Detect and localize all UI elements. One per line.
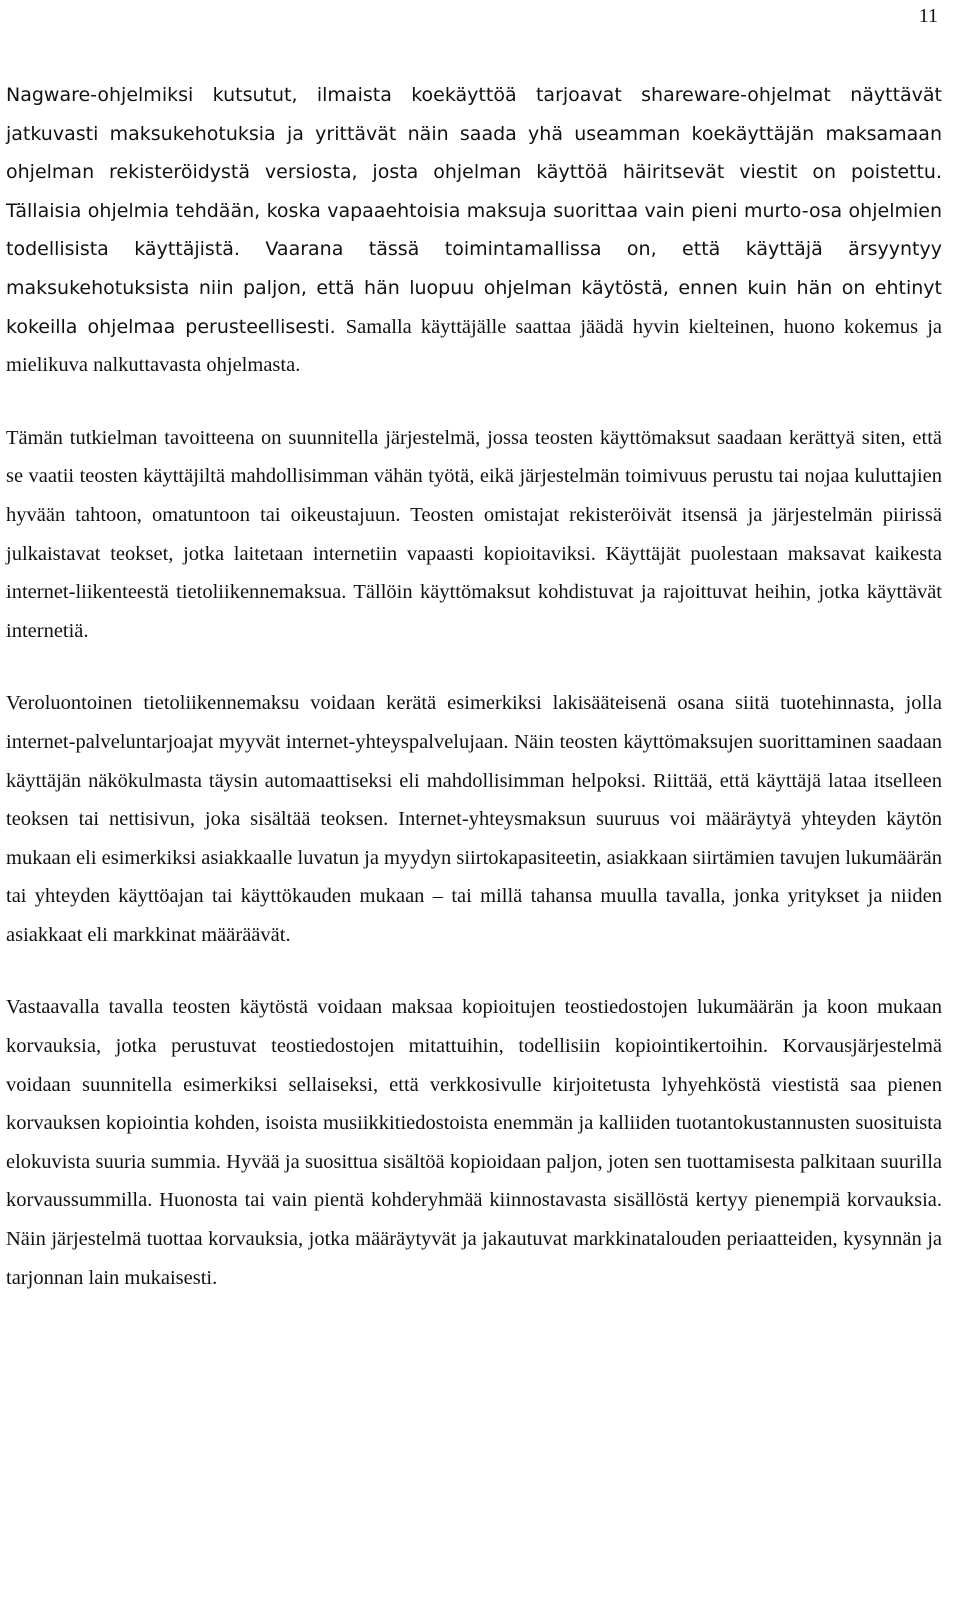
paragraph-2-text: Tämän tutkielman tavoitteena on suunnitella järjestelmä, jossa teosten käyttömaksut saadaan kerättyä siten, että se vaatii teosten käyttäjiltä mahdollisimman vähän työtä, eikä järjestelmän toimivuus perustu tai nojaa kuluttajien hyvään tahtoon, omatuntoon tai oikeustajuun. Teosten omistajat rekisteröivät itsensä ja järjestelmän piirissä julkaistavat teokset, jotka laitetaan internetiin vapaasti kopioitaviksi. Käyttäjät puolestaan maksavat kaikesta internet-liikenteestä tietoliikennemaksua. Tällöin käyttömaksut kohdistuvat ja rajoittuvat heihin, jotka käyttävät internetiä. [6, 426, 942, 642]
paragraph-3 [6, 684, 942, 954]
paragraph-1-text-c: Samalla käyttäjälle saattaa jäädä hyvin kielteinen, huono kokemus ja mielikuva nalkuttavasta ohjelmasta. [6, 315, 942, 377]
paragraph-2 [6, 419, 942, 651]
paragraph-4 [6, 988, 942, 1297]
paragraph-4-text: Vastaavalla tavalla teosten käytöstä voidaan maksaa kopioitujen teostiedostojen lukumäärän ja koon mukaan korvauksia, jotka perustuvat teostiedostojen mitattuihin, todellisiin kopiointikertoihin. Korvausjärjestelmä voidaan suunnitella esimerkiksi sellaiseksi, että verkkosivulle kirjoitetusta lyhyehköstä viestistä saa pienen korvauksen kopiointia kohden, isoista musiikkitiedostoista enemmän ja kalliiden tuotantokustannusten suosituista elokuvista suuria summia. Hyvää ja suosittua sisältöä kopioidaan paljon, joten sen tuottamisesta palkitaan suurilla korvaussummilla. Huonosta tai vain pientä kohderyhmää kiinnostavasta sisällöstä kertyy pienempiä korvauksia. Näin järjestelmä tuottaa korvauksia, jotka määräytyvät ja jakautuvat markkinatalouden periaatteiden, kysynnän ja tarjonnan lain mukaisesti. [6, 996, 942, 1289]
paragraph-1 [6, 76, 942, 385]
paragraph-3-text: Veroluontoinen tietoliikennemaksu voidaan kerätä esimerkiksi lakisääteisenä osana siitä tuotehinnasta, jolla internet-palveluntarjoajat myyvät internet-yhteyspalvelujaan. Näin teosten käyttömaksujen suorittaminen saadaan käyttäjän näkökulmasta täysin automaattiseksi eli mahdollisimman helpoksi. Riittää, että käyttäjä lataa itselleen teoksen tai nettisivun, joka sisältää teoksen. Internet-yhteysmaksun suuruus voi määräytyä yhteyden käytön mukaan eli esimerkiksi asiakkaalle luvatun ja myydyn siirtokapasiteetin, asiakkaan siirtämien tavujen lukumäärän tai yhteyden käyttöajan tai käyttökauden mukaan – tai millä tahansa muulla tavalla, jonka yritykset ja niiden asiakkaat eli markkinat määräävät. [6, 692, 942, 946]
paragraph-1-text-a: Nagware-ohjelmiksi kutsutut, ilmaista koekäyttöä tarjoavat shareware-ohjelmat näyttävät jatkuvasti maksukehotuksia ja yrittävät näin saada yhä useamman koekäyttäjän maksamaan ohjelman rekisteröidystä versiosta, josta ohjelman käyttöä häiritsevät viestit on poistettu. Tällaisia ohjelmia tehdään, koska vapaaehtoisia maksuja suorittaa vain pieni murto-osa ohjelmien todellisista käyttäjistä. [6, 84, 942, 261]
paragraph-1-text-b: Vaarana tässä toimintamallissa on, että käyttäjä ärsyyntyy maksukehotuksista niin paljon, että hän luopuu ohjelman käytöstä, ennen kuin hän on ehtinyt kokeilla ohjelmaa perusteellisesti. [6, 238, 942, 338]
document-body [6, 76, 942, 1331]
page-number: 11 [918, 5, 938, 27]
